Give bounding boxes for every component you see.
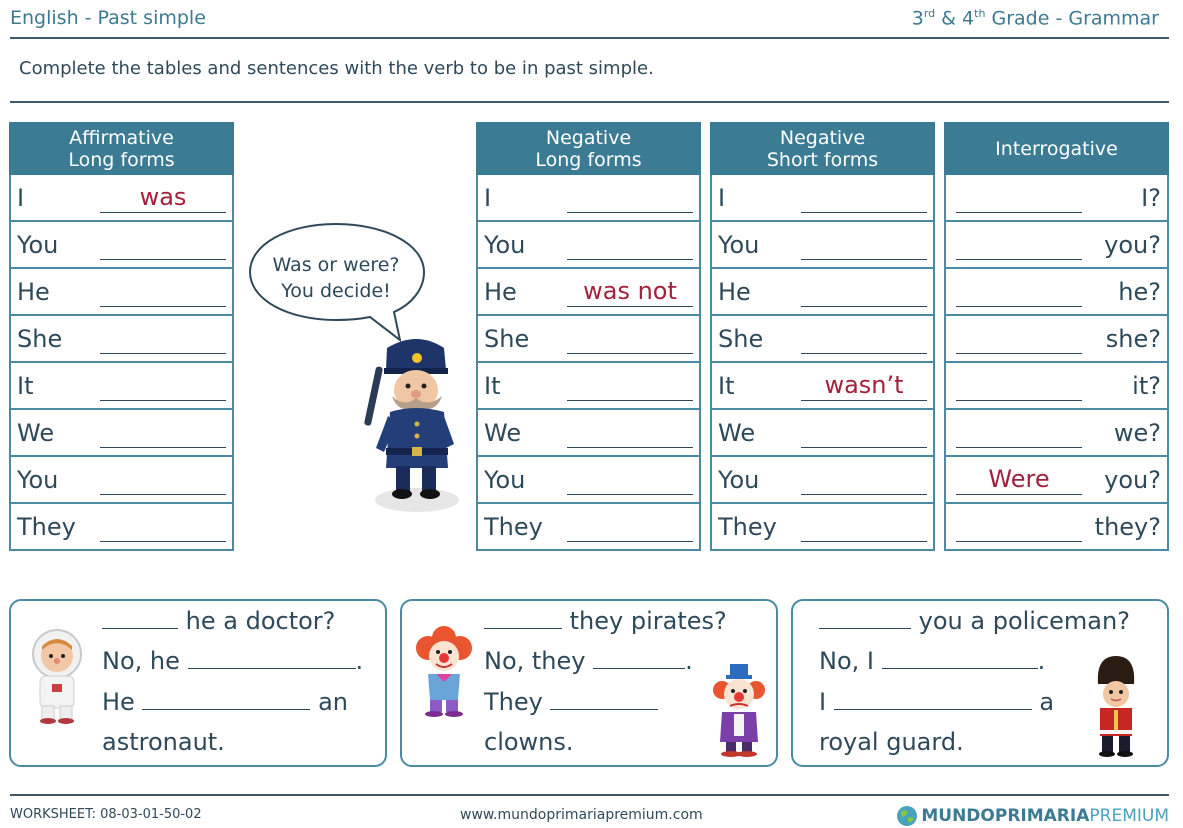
ex3-blank-3[interactable] [834, 683, 1032, 710]
table-row [711, 221, 934, 268]
pronoun-label: You [484, 230, 526, 259]
brand-text-a: MUNDOPRIMARIA [921, 806, 1090, 826]
clown-illustration-1 [414, 626, 474, 718]
answer-blank[interactable] [100, 511, 226, 542]
table-row [477, 268, 700, 315]
ex2-text-2: No, they [484, 647, 586, 675]
ex3-text-3: I [819, 688, 827, 716]
table-row [711, 315, 934, 362]
table-row [10, 503, 233, 550]
pronoun-label: you? [1104, 230, 1161, 259]
pronoun-label: It [17, 371, 34, 400]
ex1-line-2 [102, 641, 363, 681]
negative-long-table [476, 122, 701, 551]
worksheet-code: WORKSHEET: 08-03-01-50-02 [10, 807, 202, 822]
answer-blank[interactable]: wasn’t [801, 370, 927, 401]
table-row [711, 174, 934, 221]
royal-guard-illustration [1088, 654, 1144, 758]
affirmative-header: Affirmative Long forms [10, 123, 233, 174]
pronoun-label: We [484, 418, 522, 447]
pronoun-label: I [17, 183, 25, 212]
table-row [10, 174, 233, 221]
ex2-line-1 [484, 601, 727, 641]
pronoun-label: They [484, 512, 543, 541]
answer-blank[interactable] [100, 276, 226, 307]
ex3-text-1: you a policeman? [918, 607, 1130, 635]
policeman-illustration [362, 338, 462, 518]
ex3-text-2-end: . [1037, 647, 1046, 675]
ex1-text-2: No, he [102, 647, 180, 675]
answer-blank[interactable] [567, 464, 693, 495]
ex2-text-2-end: . [685, 647, 693, 675]
grade-b-sup: th [974, 7, 986, 20]
table-row [477, 503, 700, 550]
header-subject: English - Past simple [10, 7, 206, 29]
negative-long-header: Negative Long forms [477, 123, 700, 174]
answer-blank[interactable]: was not [567, 276, 693, 307]
footer-url[interactable]: www.mundoprimariapremium.com [460, 807, 703, 823]
table-row [10, 221, 233, 268]
ex1-text-3: He [102, 688, 135, 716]
answer-blank[interactable] [956, 323, 1082, 354]
pronoun-label: I? [1141, 183, 1161, 212]
affirmative-table [9, 122, 234, 551]
answer-blank[interactable] [100, 229, 226, 260]
answer-blank[interactable] [801, 464, 927, 495]
answer-blank[interactable]: was [100, 182, 226, 213]
table-row [945, 221, 1168, 268]
grade-a-sup: rd [923, 7, 936, 20]
pronoun-label: She [17, 324, 63, 353]
bubble-line-1: Was or were? [272, 254, 400, 276]
speech-bubble [248, 222, 424, 322]
ex1-text-2-end: . [355, 647, 364, 675]
ex1-text-1: he a doctor? [185, 607, 336, 635]
ex3-line-4: royal guard. [819, 728, 964, 756]
interrogative-table [944, 122, 1169, 551]
grade-a: 3 [911, 7, 924, 30]
answer-blank[interactable] [956, 417, 1082, 448]
pronoun-label: I [484, 183, 492, 212]
grade-b: 4 [962, 7, 975, 30]
table-row [10, 362, 233, 409]
ex1-blank-3[interactable] [142, 683, 310, 710]
answer-blank[interactable] [567, 323, 693, 354]
answer-blank[interactable] [100, 464, 226, 495]
answer-blank[interactable] [956, 511, 1082, 542]
table-row [477, 456, 700, 503]
answer-blank[interactable] [567, 229, 693, 260]
ex3-text-3-end: a [1039, 688, 1055, 716]
pronoun-label: It [718, 371, 735, 400]
pronoun-label: He [484, 277, 517, 306]
ex2-blank-2[interactable] [593, 642, 685, 669]
answer-blank[interactable] [801, 511, 927, 542]
ex1-line-4: astronaut. [102, 728, 225, 756]
answer-blank[interactable] [801, 229, 927, 260]
answer-blank[interactable] [801, 276, 927, 307]
ex3-blank-2[interactable] [882, 642, 1038, 669]
table-row [945, 456, 1168, 503]
negative-short-header: Negative Short forms [711, 123, 934, 174]
answer-blank[interactable] [567, 417, 693, 448]
answer-blank[interactable] [956, 182, 1082, 213]
answer-blank[interactable] [567, 182, 693, 213]
answer-blank[interactable] [956, 229, 1082, 260]
pronoun-label: it? [1132, 371, 1161, 400]
answer-blank[interactable] [801, 323, 927, 354]
pronoun-label: They [718, 512, 777, 541]
table-row [711, 503, 934, 550]
pronoun-label: It [484, 371, 501, 400]
table-row [477, 409, 700, 456]
table-row [477, 174, 700, 221]
ex2-text-1: they pirates? [569, 607, 727, 635]
ex1-blank-1[interactable] [102, 602, 178, 629]
table-row [711, 362, 934, 409]
ex2-line-2 [484, 641, 693, 681]
ex2-text-3: They [484, 688, 543, 716]
ex3-line-1 [819, 601, 1130, 641]
table-row [10, 315, 233, 362]
table-row [10, 456, 233, 503]
instruction-divider [10, 101, 1169, 103]
ex2-blank-3[interactable] [550, 683, 658, 710]
table-row [945, 409, 1168, 456]
pronoun-label: they? [1094, 512, 1161, 541]
pronoun-label: He [718, 277, 751, 306]
answer-blank[interactable]: Were [956, 464, 1082, 495]
ex1-blank-2[interactable] [188, 642, 356, 669]
pronoun-label: You [484, 465, 526, 494]
answer-blank[interactable] [801, 182, 927, 213]
ex2-line-3 [484, 682, 658, 722]
table-row [945, 174, 1168, 221]
header-divider [10, 37, 1169, 39]
table-row [477, 315, 700, 362]
pronoun-label: I [718, 183, 726, 212]
table-row [945, 503, 1168, 550]
table-row [945, 268, 1168, 315]
grade-amp: & [935, 7, 963, 30]
footer-divider [10, 794, 1169, 796]
table-row [10, 268, 233, 315]
clown-illustration-2 [708, 662, 770, 760]
answer-blank[interactable] [100, 323, 226, 354]
answer-blank[interactable] [801, 417, 927, 448]
globe-icon [896, 805, 918, 827]
pronoun-label: You [718, 230, 760, 259]
pronoun-label: She [484, 324, 530, 353]
brand-logo [896, 805, 1169, 827]
ex3-text-2: No, I [819, 647, 874, 675]
answer-blank[interactable] [567, 511, 693, 542]
astronaut-illustration [26, 628, 88, 724]
answer-blank[interactable] [956, 370, 1082, 401]
pronoun-label: They [17, 512, 76, 541]
pronoun-label: she? [1105, 324, 1161, 353]
ex2-blank-1[interactable] [484, 602, 562, 629]
answer-blank[interactable] [956, 276, 1082, 307]
table-row [477, 221, 700, 268]
header-grade [912, 7, 1159, 29]
table-row [711, 409, 934, 456]
ex2-line-4: clowns. [484, 728, 574, 756]
pronoun-label: He [17, 277, 50, 306]
ex3-line-2 [819, 641, 1045, 681]
pronoun-label: We [718, 418, 756, 447]
pronoun-label: he? [1118, 277, 1161, 306]
pronoun-label: We [17, 418, 55, 447]
table-row [477, 362, 700, 409]
negative-short-table [710, 122, 935, 551]
pronoun-label: You [718, 465, 760, 494]
ex1-text-3-end: an [318, 688, 349, 716]
interrogative-header: Interrogative [945, 123, 1168, 174]
answer-blank[interactable] [567, 370, 693, 401]
pronoun-label: you? [1104, 465, 1161, 494]
answer-blank[interactable] [100, 417, 226, 448]
answer-blank[interactable] [100, 370, 226, 401]
table-row [10, 409, 233, 456]
pronoun-label: we? [1113, 418, 1161, 447]
bubble-line-2: You decide! [281, 280, 391, 302]
table-row [945, 362, 1168, 409]
table-row [711, 268, 934, 315]
table-row [945, 315, 1168, 362]
table-row [711, 456, 934, 503]
pronoun-label: You [17, 230, 59, 259]
ex1-line-3 [102, 682, 348, 722]
instruction-text: Complete the tables and sentences with the verb to be in past simple. [19, 58, 654, 79]
ex1-line-1 [102, 601, 335, 641]
pronoun-label: You [17, 465, 59, 494]
brand-text-b: PREMIUM [1089, 806, 1169, 826]
grade-rest: Grade - Grammar [985, 7, 1159, 30]
pronoun-label: She [718, 324, 764, 353]
ex3-blank-1[interactable] [819, 602, 911, 629]
ex3-line-3 [819, 682, 1054, 722]
